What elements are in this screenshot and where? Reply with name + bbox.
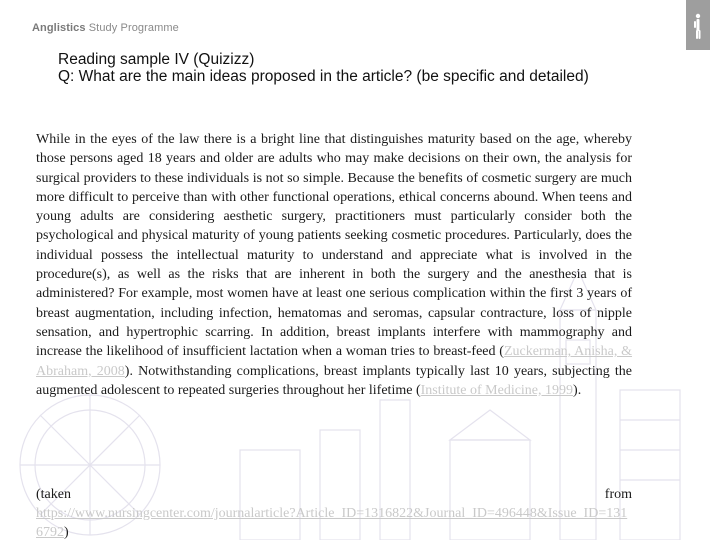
citation-link-iom[interactable]: Institute of Medicine, 1999 (420, 382, 574, 398)
source-prefix: (taken (36, 487, 71, 502)
figure-icon (686, 0, 710, 50)
source-url-link[interactable]: https://www.nursingcenter.com/journalarticle?Article_ID=1316822&Journal_ID=496448&Issue_ID=1316792 (36, 506, 628, 540)
source-attribution (36, 485, 632, 542)
programme-header (32, 22, 179, 34)
article-text-part2: ). Notwithstanding complications, breast implants typically last 10 years, subjecting the augmented adolescent to repeated surgeries throughout her lifetime ( (36, 363, 633, 398)
article-excerpt (36, 130, 632, 400)
brand-name: Anglistics (32, 22, 86, 34)
university-logo (686, 0, 710, 50)
source-from: from (604, 487, 632, 502)
reading-sample-heading: Reading sample IV (Quizizz) (58, 51, 255, 68)
source-suffix: ) (64, 525, 69, 540)
article-text-part1: While in the eyes of the law there is a bright line that distinguishes maturity based on the age, whereby those persons aged 18 years and older are adults who may make decisions on their own, the analysis for surgical providers to these individuals is not so simple. Because the benefits of cosmetic surgery are much more difficult to perceive than with other functional operations, ethical concerns abound. When teens and young adults are considering aesthetic surgery, practitioners must particularly consider both the psychological and physical maturity of young patients seeking cosmetic procedures. Particularly, does the individual possess the intellectual maturity to understand and appreciate what is involved in the procedure(s), as well as the risks that are inherent in both the surgery and the anesthesia that is administered? For example, most women have at least one serious complication within the first 3 years of breast augmentation, including infection, hematomas and seromas, capsular contracture, loss of nipple sensation, and hypertrophic scarring. In addition, breast implants interfere with mammography and increase the likelihood of insufficient lactation when a woman tries to breast-feed ( (36, 132, 632, 360)
programme-label: Study Programme (88, 22, 179, 34)
article-text-part3: ). (573, 382, 582, 398)
question-text: Q: What are the main ideas proposed in the article? (be specific and detailed) (58, 68, 589, 85)
question-title (58, 51, 658, 85)
citation-link-zuckerman[interactable]: Zuckerman, Anisha, & Abraham, 2008 (36, 344, 633, 379)
